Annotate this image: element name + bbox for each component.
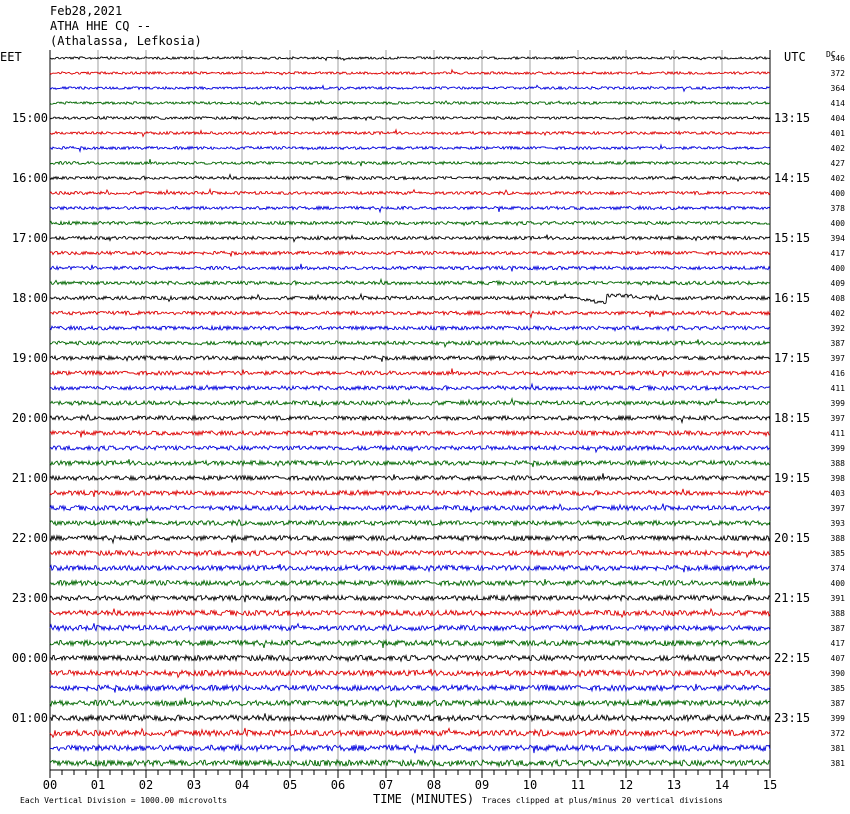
dc-offset-label: 387 [830, 339, 845, 348]
station-code: ATHA HHE CQ -- [50, 19, 152, 33]
dc-offset-label: 391 [830, 594, 845, 603]
right-hour-label: 18:15 [774, 411, 811, 425]
x-tick-label: 13 [666, 778, 682, 792]
trace-line [50, 459, 770, 467]
x-tick-label: 05 [282, 778, 298, 792]
trace-line [50, 640, 770, 648]
trace-line [50, 311, 770, 317]
dc-offset-label: 416 [830, 369, 845, 378]
dc-offset-label: 397 [830, 504, 845, 513]
trace-line [50, 489, 770, 497]
left-hour-label: 17:00 [11, 231, 48, 245]
dc-offset-label: 388 [830, 459, 845, 468]
x-tick-label: 04 [234, 778, 250, 792]
trace-line [50, 745, 770, 753]
trace-line [50, 326, 770, 331]
trace-line [50, 130, 770, 137]
trace-line [50, 279, 770, 285]
trace-line [50, 504, 770, 512]
trace-line [50, 221, 770, 225]
left-hour-label: 22:00 [11, 531, 48, 545]
trace-line [50, 669, 770, 677]
trace-line [50, 655, 770, 661]
x-axis-title: TIME (MINUTES) [373, 792, 475, 806]
x-tick-label: 11 [570, 778, 586, 792]
dc-offset-label: 388 [830, 534, 845, 543]
right-hour-label: 23:15 [774, 711, 811, 725]
left-hour-label: 01:00 [11, 711, 48, 725]
dc-offset-label: 374 [830, 564, 845, 573]
right-hour-label: 22:15 [774, 651, 811, 665]
left-hour-label: 20:00 [11, 411, 48, 425]
dc-offset-label: 411 [830, 384, 845, 393]
trace-line [50, 159, 770, 166]
x-tick-label: 06 [330, 778, 346, 792]
trace-line [50, 698, 770, 708]
left-hour-label: 18:00 [11, 291, 48, 305]
dc-offset-label: 398 [830, 474, 845, 483]
trace-line [50, 356, 770, 362]
left-hour-label: 21:00 [11, 471, 48, 485]
trace-line [50, 206, 770, 212]
dc-offset-label: 400 [830, 264, 845, 273]
trace-line [50, 294, 770, 304]
x-tick-label: 08 [426, 778, 442, 792]
trace-line [50, 117, 770, 121]
left-hour-label: 23:00 [11, 591, 48, 605]
dc-offset-label: 400 [830, 189, 845, 198]
trace-line [50, 339, 770, 346]
trace-line [50, 369, 770, 377]
station-location: (Athalassa, Lefkosia) [50, 34, 202, 48]
scale-note: Each Vertical Division = 1000.00 microvolts [20, 796, 228, 805]
trace-line [50, 578, 770, 586]
trace-line [50, 609, 770, 617]
clip-note: Traces clipped at plus/minus 20 vertical divisions [482, 796, 723, 805]
dc-offset-label: 399 [830, 399, 845, 408]
dc-offset-label: 402 [830, 174, 845, 183]
dc-offset-label: 417 [830, 639, 845, 648]
right-timezone-label: UTC [784, 50, 806, 64]
dc-offset-label: 402 [830, 144, 845, 153]
dc-offset-label: 346 [830, 54, 845, 63]
x-tick-label: 14 [714, 778, 730, 792]
trace-line [50, 446, 770, 452]
trace-line [50, 713, 770, 720]
dc-offset-label: 393 [830, 519, 845, 528]
dc-offset-label: 385 [830, 684, 845, 693]
dc-offset-label: 400 [830, 219, 845, 228]
dc-offset-label: 400 [830, 579, 845, 588]
left-hour-label: 00:00 [11, 651, 48, 665]
x-axis [43, 770, 777, 792]
trace-line [50, 399, 770, 407]
dc-offset-label: 409 [830, 279, 845, 288]
dc-offset-label: 403 [830, 489, 845, 498]
dc-offset-label: 381 [830, 744, 845, 753]
trace-line [50, 70, 770, 75]
dc-offset-label: 388 [830, 609, 845, 618]
x-tick-label: 01 [90, 778, 106, 792]
trace-line [50, 264, 770, 272]
right-hour-label: 13:15 [774, 111, 811, 125]
dc-offset-label: 397 [830, 414, 845, 423]
dc-offset-label: 414 [830, 99, 845, 108]
trace-line [50, 431, 770, 438]
trace-line [50, 251, 770, 256]
dc-offset-label: 427 [830, 159, 845, 168]
dc-offset-label: 402 [830, 309, 845, 318]
left-timezone-label: EET [0, 50, 22, 64]
chart-date: Feb28,2021 [50, 4, 123, 18]
dc-offset-label: 399 [830, 444, 845, 453]
dc-offset-label: 372 [830, 729, 845, 738]
trace-line [50, 101, 770, 105]
trace-line [50, 415, 770, 423]
right-hour-label: 21:15 [774, 591, 811, 605]
trace-line [50, 145, 770, 151]
x-tick-label: 12 [618, 778, 634, 792]
trace-line [50, 473, 770, 480]
minute-grid [50, 50, 770, 770]
trace-line [50, 519, 770, 526]
x-tick-label: 03 [186, 778, 202, 792]
right-hour-label: 19:15 [774, 471, 811, 485]
trace-line [50, 189, 770, 194]
dc-offset-label: 387 [830, 624, 845, 633]
trace-line [50, 235, 770, 242]
dc-offset-label: 381 [830, 759, 845, 768]
trace-line [50, 564, 770, 572]
right-hour-label: 17:15 [774, 351, 811, 365]
right-hour-label: 16:15 [774, 291, 811, 305]
x-tick-label: 07 [378, 778, 394, 792]
dc-offset-label: 397 [830, 354, 845, 363]
x-tick-label: 15 [762, 778, 778, 792]
dc-offset-label: 364 [830, 84, 845, 93]
dc-offset-label: 390 [830, 669, 845, 678]
trace-line [50, 684, 770, 693]
x-tick-label: 00 [42, 778, 58, 792]
right-hour-label: 14:15 [774, 171, 811, 185]
dc-offset-label: 401 [830, 129, 845, 138]
dc-offset-label: 392 [830, 324, 845, 333]
right-hour-label: 15:15 [774, 231, 811, 245]
dc-offset-label: 372 [830, 69, 845, 78]
trace-line [50, 85, 770, 91]
dc-offset-label: 404 [830, 114, 845, 123]
trace-line [50, 760, 770, 766]
dc-offset-label: 407 [830, 654, 845, 663]
dc-offset-label: 411 [830, 429, 845, 438]
left-hour-label: 15:00 [11, 111, 48, 125]
x-tick-label: 10 [522, 778, 538, 792]
x-tick-label: 09 [474, 778, 490, 792]
dc-offset-label: 385 [830, 549, 845, 558]
x-tick-label: 02 [138, 778, 154, 792]
left-hour-label: 19:00 [11, 351, 48, 365]
trace-line [50, 384, 770, 390]
trace-line [50, 57, 770, 61]
right-hour-label: 20:15 [774, 531, 811, 545]
trace-line [50, 551, 770, 558]
trace-line [50, 728, 770, 737]
dc-offset-label: 394 [830, 234, 845, 243]
dc-offset-label: 378 [830, 204, 845, 213]
dc-label: DC [826, 50, 836, 59]
dc-offset-label: 399 [830, 714, 845, 723]
trace-line [50, 595, 770, 602]
trace-line [50, 623, 770, 630]
dc-offset-label: 387 [830, 699, 845, 708]
dc-offset-label: 417 [830, 249, 845, 258]
trace-line [50, 536, 770, 543]
left-hour-label: 16:00 [11, 171, 48, 185]
trace-group [50, 57, 770, 767]
dc-offset-label: 408 [830, 294, 845, 303]
trace-line [50, 175, 770, 181]
